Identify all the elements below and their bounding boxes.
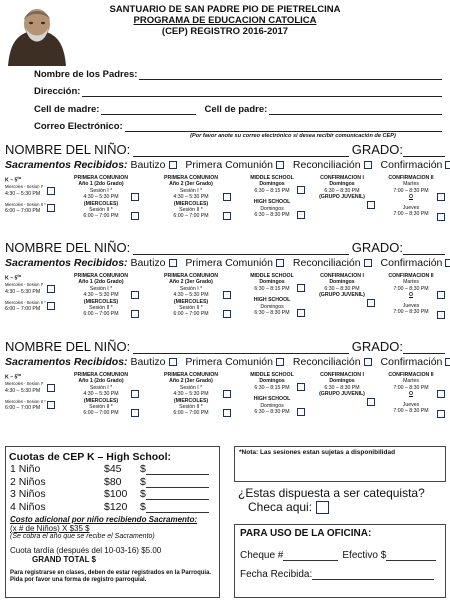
- fee-row: [6, 488, 219, 501]
- date-received-field[interactable]: [312, 569, 434, 580]
- fc2-session2: Sesión II *: [179, 305, 203, 312]
- middle-high-school-column: [237, 273, 307, 331]
- k5-session1-checkbox[interactable]: [47, 384, 55, 392]
- ms-checkbox[interactable]: [297, 186, 305, 194]
- fc1-title: PRIMERA COMUNION: [74, 175, 128, 181]
- fee-row-label: 2 Niños: [10, 475, 46, 488]
- conf1-time: 6:30 – 8:30 PM: [324, 285, 360, 292]
- parents-names-label: Nombre de los Padres:: [34, 68, 138, 80]
- fee-row-label: 4 Niños: [10, 500, 46, 513]
- fc1-session1-time: 4:30 – 5:30 PM: [83, 391, 119, 398]
- grade-label: GRADO:: [351, 142, 403, 157]
- availability-notice-box: [234, 446, 446, 482]
- fc2-sub: Año 2 (3er Grado): [169, 378, 213, 385]
- k5-session1: Miercoles - Sesion I*: [5, 184, 44, 190]
- additional-cost-calc: (x # de Niños) X $35 $: [10, 524, 90, 533]
- confirmation-2-column: [377, 273, 445, 331]
- sacrament-first-communion-label: Primera Comunión: [185, 257, 273, 269]
- class-schedule: [5, 175, 445, 233]
- conf1-title: CONFIRMACION I: [320, 175, 364, 181]
- conf2-title: CONFIRMACION II: [388, 175, 434, 181]
- k5-session1: Miercoles - Sesion I*: [5, 282, 44, 288]
- fc2-session1-time: 4:30 – 5:30 PM: [173, 292, 209, 299]
- fc2-session1: Sesión I *: [179, 384, 203, 391]
- cash-field[interactable]: [386, 550, 436, 561]
- conf2-time: 7:00 – 8:30 PM: [393, 384, 429, 391]
- grade-field[interactable]: [403, 145, 445, 157]
- ms-title: MIDDLE SCHOOL: [250, 372, 294, 378]
- late-fee: Cuota tardía (después del 10-03-16) $5.00: [10, 546, 162, 555]
- fc2-session1-checkbox[interactable]: [223, 390, 231, 398]
- hs-checkbox[interactable]: [297, 408, 305, 416]
- fc1-title: PRIMERA COMUNION: [74, 372, 128, 378]
- k5-session2-time: 6:00 – 7:00 PM: [5, 405, 41, 412]
- fc1-session2: Sesión II *: [89, 207, 113, 214]
- sacrament-confirmation-label: Confirmación: [380, 159, 443, 171]
- fc2-session1-time: 4:30 – 5:30 PM: [173, 194, 209, 201]
- conf1-note: (GRUPO JUVENIL): [319, 292, 365, 299]
- conf2-or: O: [408, 194, 414, 201]
- fc1-title: PRIMERA COMUNION: [74, 273, 128, 279]
- fc1-session2-time: 6:00 – 7:00 PM: [83, 311, 119, 318]
- conf1-day: Domingos: [329, 378, 355, 385]
- grade-field[interactable]: [403, 342, 445, 354]
- conf2-time: 7:00 – 8:30 PM: [393, 285, 429, 292]
- first-communion-1-column: [57, 175, 145, 233]
- k5-title-sup: to: [17, 273, 22, 278]
- child-name-label: NOMBRE DEL NIÑO:: [5, 142, 131, 157]
- fc2-session1-checkbox[interactable]: [223, 193, 231, 201]
- hs-time: 6:30 – 8:30 PM: [254, 310, 290, 317]
- fc1-session2-checkbox[interactable]: [131, 212, 139, 220]
- first-communion-1-column: [57, 372, 145, 430]
- ms-day: Domingos: [259, 279, 285, 286]
- sacraments-row: [5, 356, 445, 368]
- fc1-session2-checkbox[interactable]: [131, 409, 139, 417]
- fee-row-amount-field[interactable]: [146, 488, 209, 500]
- conf1-note: (GRUPO JUVENIL): [319, 194, 365, 201]
- fee-row-currency: $: [140, 500, 146, 513]
- sacrament-baptism-label: Bautizo: [130, 159, 166, 171]
- check-number-field[interactable]: [283, 550, 338, 561]
- hs-time: 6:30 – 8:30 PM: [254, 212, 290, 219]
- sacrament-baptism-label: Bautizo: [130, 356, 166, 368]
- fc1-session2-checkbox[interactable]: [131, 310, 139, 318]
- sacraments-label: Sacramentos Recibidos:: [5, 159, 128, 171]
- first-communion-1-column: [57, 273, 145, 331]
- fc2-sub: Año 2 (3er Grado): [169, 279, 213, 286]
- confirmation-1-column: [307, 175, 377, 233]
- conf2-thursday-checkbox[interactable]: [437, 213, 445, 221]
- fc1-day: (MIERCOLES): [83, 200, 119, 207]
- fc2-title: PRIMERA COMUNION: [164, 372, 218, 378]
- baptism-checkbox[interactable]: [169, 358, 177, 366]
- check-number-label: Cheque #: [240, 550, 284, 561]
- fc2-session1: Sesión I *: [179, 285, 203, 292]
- conf2-title: CONFIRMACION II: [388, 273, 434, 279]
- conf1-checkbox[interactable]: [367, 398, 375, 406]
- registration-year: (CEP) REGISTRO 2016-2017: [161, 26, 289, 37]
- sacrament-reconciliation-label: Reconciliación: [292, 159, 361, 171]
- reconciliation-checkbox[interactable]: [364, 358, 372, 366]
- sacrament-confirmation-label: Confirmación: [380, 356, 443, 368]
- conf2-day: Martes: [403, 181, 419, 188]
- sacraments-label: Sacramentos Recibidos:: [5, 257, 128, 269]
- conf1-title: CONFIRMACION I: [320, 372, 364, 378]
- fee-row-price: $45: [104, 463, 122, 475]
- k5-session2-checkbox[interactable]: [47, 204, 55, 212]
- fc2-session1: Sesión I *: [179, 187, 203, 194]
- parish-name: SANTUARIO DE SAN PADRE PIO DE PIETRELCINA: [109, 4, 341, 15]
- fc1-session1: Sesión I *: [89, 285, 113, 292]
- fc1-session1-checkbox[interactable]: [131, 291, 139, 299]
- ms-day: Domingos: [259, 378, 285, 385]
- sacraments-row: [5, 159, 445, 171]
- fc2-title: PRIMERA COMUNION: [164, 273, 218, 279]
- fc2-day: (MIERCOLES): [173, 397, 209, 404]
- k5-session2: Miercoles - Sesion II *: [5, 299, 46, 305]
- class-schedule: [5, 273, 445, 331]
- conf1-time: 6:30 – 8:30 PM: [324, 384, 360, 391]
- baptism-checkbox[interactable]: [169, 259, 177, 267]
- conf2-or: O: [408, 391, 414, 398]
- additional-cost-label: Costo adicional por niño recibiendo Sacramento:: [10, 515, 198, 524]
- conf2-thursday-checkbox[interactable]: [437, 311, 445, 319]
- middle-high-school-column: [237, 372, 307, 430]
- k5-session2-checkbox[interactable]: [47, 401, 55, 409]
- k5-session2: Miercoles - Sesion II *: [5, 398, 46, 404]
- fc1-sub: Año 1 (2do Grado): [78, 181, 124, 188]
- k5-session1-time: 4:30 – 5:30 PM: [5, 387, 41, 394]
- fc1-session1-checkbox[interactable]: [131, 390, 139, 398]
- fee-row-label: 1 Niño: [10, 463, 41, 475]
- fee-row-currency: $: [140, 475, 146, 488]
- conf1-day: Domingos: [329, 279, 355, 286]
- middle-high-school-column: [237, 175, 307, 233]
- child-block-3: [5, 340, 445, 430]
- first-communion-checkbox[interactable]: [276, 259, 284, 267]
- sacrament-confirmation-label: Confirmación: [380, 257, 443, 269]
- confirmation-checkbox[interactable]: [445, 358, 450, 366]
- hs-checkbox[interactable]: [297, 309, 305, 317]
- fee-row-currency: $: [140, 488, 146, 500]
- conf2-tuesday-checkbox[interactable]: [437, 291, 445, 299]
- sacrament-reconciliation-label: Reconciliación: [292, 356, 361, 368]
- fc2-session2-checkbox[interactable]: [223, 409, 231, 417]
- fc2-day: (MIERCOLES): [173, 200, 209, 207]
- conf1-note: (GRUPO JUVENIL): [319, 391, 365, 398]
- k5-session2-time: 6:00 – 7:00 PM: [5, 306, 41, 313]
- class-schedule: [5, 372, 445, 430]
- conf2-title: CONFIRMACION II: [388, 372, 434, 378]
- hs-checkbox[interactable]: [297, 211, 305, 219]
- parents-names-field[interactable]: [139, 70, 442, 80]
- fc1-session1-checkbox[interactable]: [131, 193, 139, 201]
- ms-time: 6:30 – 8:15 PM: [254, 285, 290, 292]
- grade-label: GRADO:: [351, 240, 403, 255]
- mother-cell-field[interactable]: [101, 105, 196, 115]
- address-field[interactable]: [82, 87, 442, 97]
- baptism-checkbox[interactable]: [169, 161, 177, 169]
- fc1-session1: Sesión I *: [89, 187, 113, 194]
- k5-column: [5, 273, 57, 331]
- fc1-session2-time: 6:00 – 7:00 PM: [83, 213, 119, 220]
- ms-checkbox[interactable]: [297, 383, 305, 391]
- k5-session1-time: 4:30 – 5:30 PM: [5, 288, 41, 295]
- hs-time: 6:30 – 8:30 PM: [254, 409, 290, 416]
- k5-session2-checkbox[interactable]: [47, 302, 55, 310]
- grand-total: GRAND TOTAL $: [32, 555, 97, 564]
- ms-checkbox[interactable]: [297, 284, 305, 292]
- sacrament-reconciliation-label: Reconciliación: [292, 257, 361, 269]
- fee-row-currency: $: [140, 463, 146, 475]
- fc2-session1-checkbox[interactable]: [223, 291, 231, 299]
- conf1-day: Domingos: [329, 181, 355, 188]
- fc2-session2: Sesión II *: [179, 207, 203, 214]
- reconciliation-checkbox[interactable]: [364, 161, 372, 169]
- fc1-sub: Año 1 (2do Grado): [78, 279, 124, 286]
- hs-title: HIGH SCHOOL: [253, 297, 291, 304]
- grade-label: GRADO:: [351, 339, 403, 354]
- conf2-day: Martes: [403, 279, 419, 286]
- fc2-day: (MIERCOLES): [173, 298, 209, 305]
- ms-title: MIDDLE SCHOOL: [250, 273, 294, 279]
- first-communion-checkbox[interactable]: [276, 358, 284, 366]
- ms-day: Domingos: [259, 181, 285, 188]
- cash-label: Efectivo $: [342, 550, 387, 561]
- confirmation-checkbox[interactable]: [445, 259, 450, 267]
- k5-session1: Miercoles - Sesion I*: [5, 381, 44, 387]
- fc2-session2-time: 6:00 – 7:00 PM: [173, 311, 209, 318]
- fc1-session2: Sesión II *: [89, 404, 113, 411]
- ms-time: 6:30 – 8:15 PM: [254, 187, 290, 194]
- k5-title: K – 5: [5, 374, 18, 381]
- conf2-day2: Jueves: [402, 401, 420, 408]
- fee-row: [6, 476, 219, 489]
- fc1-day: (MIERCOLES): [83, 298, 119, 305]
- conf2-tuesday-checkbox[interactable]: [437, 390, 445, 398]
- fc2-session2: Sesión II *: [179, 404, 203, 411]
- conf2-thursday-checkbox[interactable]: [437, 410, 445, 418]
- office-use-box: [234, 524, 446, 598]
- fc1-session1: Sesión I *: [89, 384, 113, 391]
- grade-field[interactable]: [403, 243, 445, 255]
- parents-section: [34, 62, 442, 139]
- conf1-checkbox[interactable]: [367, 201, 375, 209]
- fc2-sub: Año 2 (3er Grado): [169, 181, 213, 188]
- k5-title: K – 5: [5, 275, 18, 282]
- child-name-field[interactable]: [133, 342, 349, 354]
- catechist-check-label: Checa aqui:: [248, 500, 313, 514]
- conf1-title: CONFIRMACION I: [320, 273, 364, 279]
- child-name-field[interactable]: [133, 243, 349, 255]
- email-label: Correo Electrónico:: [34, 121, 123, 132]
- confirmation-1-column: [307, 372, 377, 430]
- k5-session1-checkbox[interactable]: [47, 285, 55, 293]
- fc2-session2-checkbox[interactable]: [223, 310, 231, 318]
- conf2-time2: 7:00 – 8:30 PM: [393, 408, 429, 415]
- reconciliation-checkbox[interactable]: [364, 259, 372, 267]
- k5-session1-time: 4:30 – 5:30 PM: [5, 190, 41, 197]
- first-communion-2-column: [145, 372, 237, 430]
- sacraments-label: Sacramentos Recibidos:: [5, 356, 128, 368]
- hs-day: Domingos: [260, 205, 284, 212]
- address-label: Dirección:: [34, 86, 81, 97]
- k5-session2-time: 6:00 – 7:00 PM: [5, 208, 41, 215]
- child-name-label: NOMBRE DEL NIÑO:: [5, 339, 131, 354]
- fee-row: [6, 463, 219, 476]
- conf1-checkbox[interactable]: [367, 299, 375, 307]
- date-received-label: Fecha Recibida:: [240, 569, 313, 580]
- conf2-day2: Jueves: [402, 204, 420, 211]
- father-cell-label: Cell de padre:: [204, 103, 268, 115]
- fc2-session2-checkbox[interactable]: [223, 212, 231, 220]
- fc2-session1-time: 4:30 – 5:30 PM: [173, 391, 209, 398]
- ms-time: 6:30 – 8:15 PM: [254, 384, 290, 391]
- fc1-session2: Sesión II *: [89, 305, 113, 312]
- confirmation-1-column: [307, 273, 377, 331]
- confirmation-2-column: [377, 372, 445, 430]
- sacrament-baptism-label: Bautizo: [130, 257, 166, 269]
- child-block-1: [5, 143, 445, 233]
- fee-row: [6, 501, 219, 514]
- fc2-title: PRIMERA COMUNION: [164, 175, 218, 181]
- fee-row-price: $120: [104, 500, 128, 513]
- fc1-session2-time: 6:00 – 7:00 PM: [83, 410, 119, 417]
- fees-box: [5, 446, 220, 598]
- fc1-day: (MIERCOLES): [83, 397, 119, 404]
- hs-day: Domingos: [260, 402, 284, 409]
- k5-session2: Miercoles - Sesion II *: [5, 201, 46, 207]
- confirmation-2-column: [377, 175, 445, 233]
- hs-title: HIGH SCHOOL: [253, 199, 291, 206]
- padre-pio-photo: [4, 2, 70, 66]
- conf2-day: Martes: [403, 378, 419, 385]
- fee-row-price: $100: [104, 488, 128, 500]
- fee-row-label: 3 Niños: [10, 488, 46, 500]
- catechist-checkbox[interactable]: [316, 501, 329, 514]
- email-field[interactable]: [125, 122, 442, 132]
- child-name-label: NOMBRE DEL NIÑO:: [5, 240, 131, 255]
- ms-title: MIDDLE SCHOOL: [250, 175, 294, 181]
- fees-title: Cuotas de CEP K – High School:: [9, 451, 171, 463]
- sacraments-row: [5, 257, 445, 269]
- catechist-question-text: ¿Estas dispuesta a ser catequista?: [238, 486, 425, 500]
- catechist-question: [238, 486, 425, 514]
- fee-row-amount-field[interactable]: [146, 501, 209, 513]
- registration-note: Para registrarse en clases, deben de estar registrados en la Parroquia. Pida por favor una forma de registro parroquial.: [10, 570, 212, 583]
- first-communion-2-column: [145, 273, 237, 331]
- conf2-time: 7:00 – 8:30 PM: [393, 187, 429, 194]
- sacrament-first-communion-label: Primera Comunión: [185, 159, 273, 171]
- conf2-or: O: [408, 292, 414, 299]
- office-title: PARA USO DE LA OFICINA:: [240, 528, 372, 539]
- confirmation-checkbox[interactable]: [445, 161, 450, 169]
- conf2-time2: 7:00 – 8:30 PM: [393, 211, 429, 218]
- additional-cost-note: (Se cobra el año que se recibe el Sacramento): [10, 533, 155, 540]
- k5-column: [5, 372, 57, 430]
- fc1-session1-time: 4:30 – 5:30 PM: [83, 194, 119, 201]
- conf1-time: 6:30 – 8:30 PM: [324, 187, 360, 194]
- conf2-tuesday-checkbox[interactable]: [437, 193, 445, 201]
- fee-row-price: $80: [104, 475, 122, 488]
- first-communion-checkbox[interactable]: [276, 161, 284, 169]
- availability-notice: *Nota: Las sesiones estan sujetas a disponibilidad: [239, 449, 396, 456]
- k5-title-sup: to: [17, 175, 22, 180]
- father-cell-field[interactable]: [269, 105, 442, 115]
- k5-title: K – 5: [5, 177, 18, 184]
- k5-title-sup: to: [17, 372, 22, 377]
- fee-row-amount-field[interactable]: [146, 463, 209, 475]
- fc1-sub: Año 1 (2do Grado): [78, 378, 124, 385]
- hs-day: Domingos: [260, 303, 284, 310]
- k5-session1-checkbox[interactable]: [47, 187, 55, 195]
- conf2-day2: Jueves: [402, 302, 420, 309]
- hs-title: HIGH SCHOOL: [253, 396, 291, 403]
- conf2-time2: 7:00 – 8:30 PM: [393, 309, 429, 316]
- sacrament-first-communion-label: Primera Comunión: [185, 356, 273, 368]
- child-block-2: [5, 241, 445, 331]
- fc1-session1-time: 4:30 – 5:30 PM: [83, 292, 119, 299]
- fee-row-amount-field[interactable]: [146, 476, 209, 488]
- fc2-session2-time: 6:00 – 7:00 PM: [173, 410, 209, 417]
- email-note: (Por favor anote su correo electrónico si desea recibir comunicación de CEP): [190, 133, 396, 139]
- fc2-session2-time: 6:00 – 7:00 PM: [173, 213, 209, 220]
- mother-cell-label: Cell de madre:: [34, 103, 100, 115]
- k5-column: [5, 175, 57, 233]
- program-name: PROGRAMA DE EDUCACION CATOLICA: [133, 15, 317, 26]
- child-name-field[interactable]: [133, 145, 349, 157]
- first-communion-2-column: [145, 175, 237, 233]
